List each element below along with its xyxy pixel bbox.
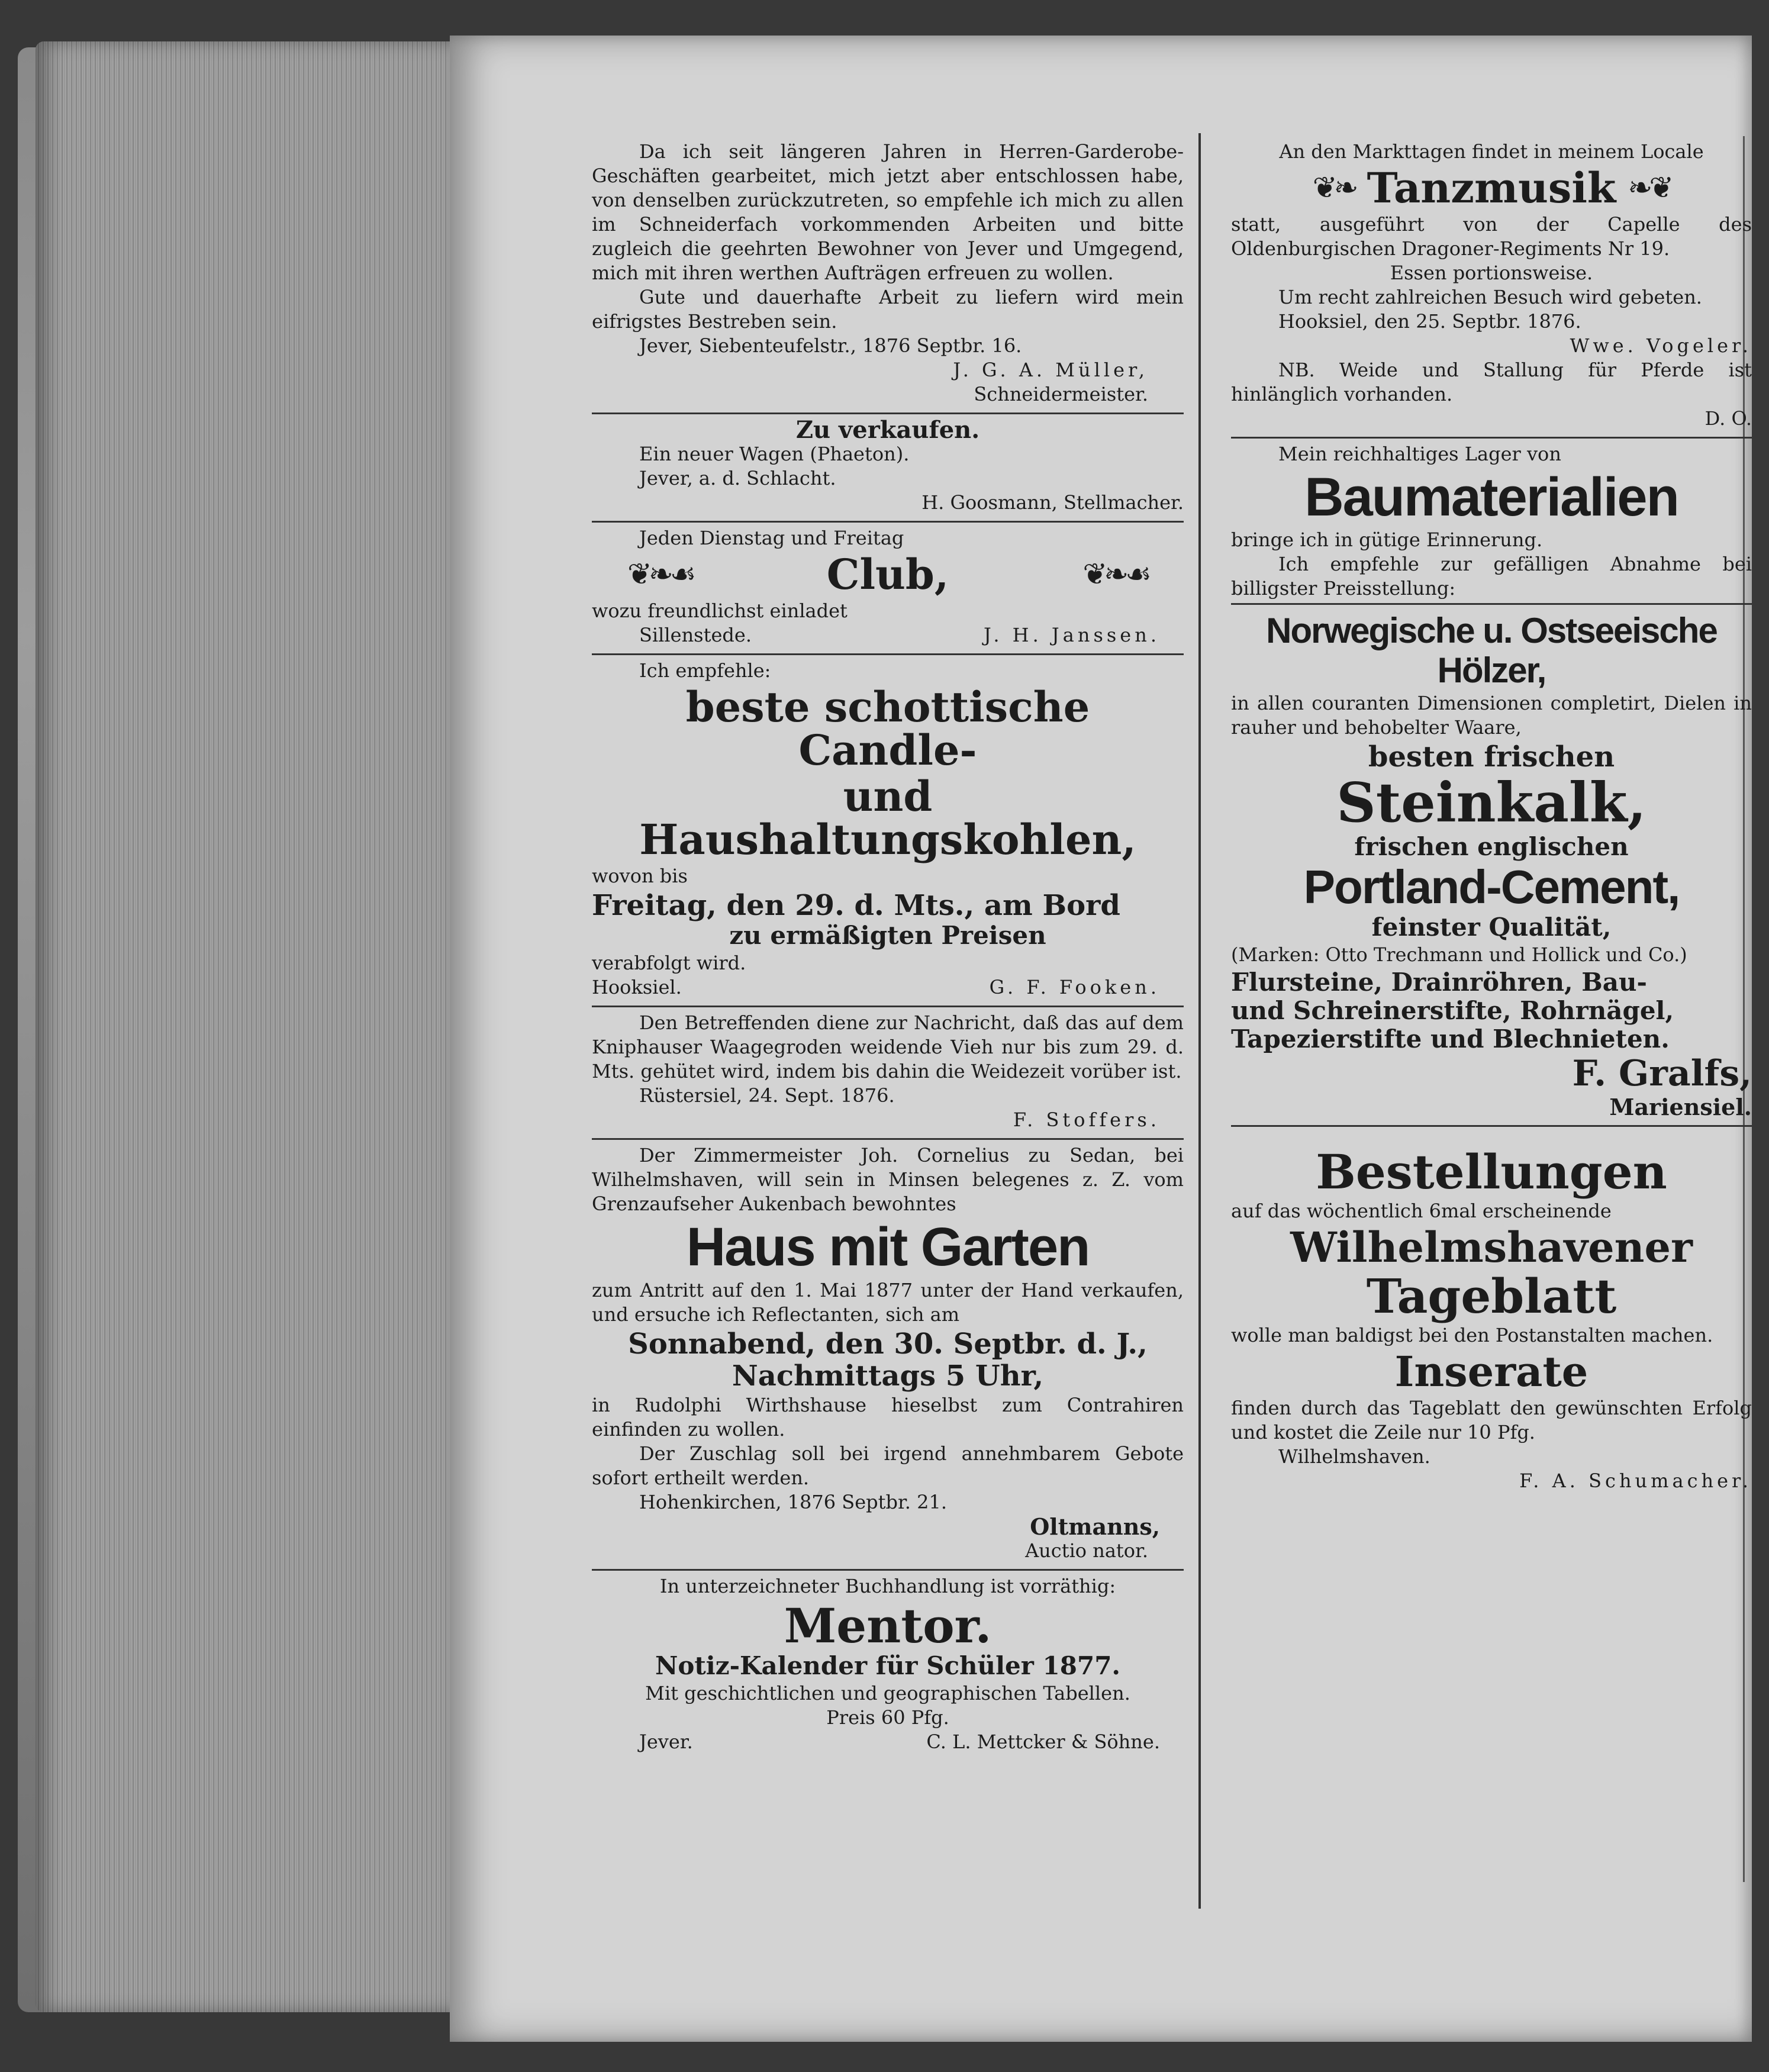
club-heading: Club,	[826, 550, 949, 599]
bau-list2: und Schreinerstifte, Rohrnägel,	[1231, 996, 1674, 1026]
haus-date-line: Sonnabend, den 30. Septbr. d. J.,	[628, 1327, 1148, 1361]
kohlen-wovon: wovon bis	[592, 864, 688, 887]
bau-frischen: frischen englischen	[1354, 832, 1629, 862]
kohlen-date-line: Freitag, den 29. d. Mts., am Bord	[592, 888, 1120, 922]
weide-para: Den Betreffenden diene zur Nachricht, daß das auf dem Kniphauser Waagegroden weidende Vieh nur bis zum 29. d. Mts. gehütet wird, indem bis dahin die Weidezeit vorüber ist.	[592, 1011, 1184, 1082]
tageblatt-sub: auf das wöchentlich 6mal erscheinende	[1231, 1199, 1612, 1222]
bau-heading: Baumaterialien	[1304, 466, 1678, 527]
haus-name: Oltmanns,	[1030, 1513, 1160, 1541]
ad-haus	[592, 1140, 1184, 1571]
ad-mueller	[592, 136, 1184, 414]
tageblatt-post: wolle man baldigst bei den Postanstalten machen.	[1231, 1324, 1713, 1347]
haus-title: Auctio nator.	[1025, 1539, 1148, 1562]
weide-signature: F. Stoffers.	[1013, 1108, 1160, 1131]
mueller-title: Schneidermeister.	[974, 383, 1148, 405]
bau-besten: besten frischen	[1368, 740, 1615, 774]
ad-baumaterialien	[1231, 439, 1752, 1127]
left-column	[592, 136, 1184, 1760]
haus-intro: Der Zimmermeister Joh. Cornelius zu Sedan, bei Wilhelmshaven, will sein in Minsen belegenes z. Z. vom Grenzaufseher Aukenbach bewohntes	[592, 1143, 1184, 1215]
ad-mentor	[592, 1571, 1184, 1760]
mentor-heading: Mentor.	[784, 1598, 992, 1654]
haus-heading: Haus mit Garten	[686, 1216, 1090, 1277]
mentor-price: Preis 60 Pfg.	[826, 1706, 949, 1729]
mentor-signature: C. L. Mettcker & Söhne.	[926, 1731, 1160, 1754]
club-signature: J. H. Janssen.	[983, 623, 1160, 646]
verkaufen-heading: Zu verkaufen.	[795, 416, 980, 444]
mentor-intro: In unterzeichneter Buchhandlung ist vorräthig:	[659, 1575, 1116, 1598]
ad-tageblatt	[1231, 1127, 1752, 1499]
bau-marken: (Marken: Otto Trechmann und Hollick und Co.)	[1231, 943, 1687, 966]
verkaufen-item: Ein neuer Wagen (Phaeton).	[639, 443, 910, 465]
tanz-intro: An den Markttagen findet in meinem Locale	[1279, 140, 1704, 163]
kohlen-footer	[592, 975, 1184, 1000]
club-heading-row	[592, 550, 1184, 599]
tageblatt-inserate-text: finden durch das Tageblatt den gewünschten Erfolg und kostet die Zeile nur 10 Pfg.	[1231, 1396, 1752, 1443]
haus-place-date: Hohenkirchen, 1876 Septbr. 21.	[639, 1491, 947, 1514]
bau-intro: Mein reichhaltiges Lager von	[1278, 442, 1561, 465]
mueller-para1: Da ich seit längeren Jahren in Herren-Garderobe-Geschäften gearbeitet, mich jetzt aber entschlossen habe, von denselben zurückzutreten, so empfehle ich mich zu allen im Schneiderfach vorkommenden Arbeiten und bitte zugleich die geehrten Bewohner von Jever und Umgegend, mich mit ihren werthen Aufträgen erfreuen zu wollen.	[592, 140, 1184, 284]
verkaufen-place: Jever, a. d. Schlacht.	[639, 467, 836, 489]
bau-norw: Norwegische u. Ostseeische	[1231, 603, 1752, 649]
club-place: Sillenstede.	[639, 623, 752, 646]
bau-list1: Flursteine, Drainröhren, Bau-	[1231, 968, 1647, 997]
column-divider	[1198, 133, 1201, 1909]
bau-list3: Tapezierstifte und Blechnieten.	[1231, 1024, 1670, 1054]
tageblatt-heading: Bestellungen	[1316, 1143, 1667, 1200]
mentor-subtitle: Notiz-Kalender für Schüler 1877.	[655, 1651, 1121, 1681]
bau-portland: Portland-Cement,	[1303, 861, 1680, 914]
mueller-para2: Gute und dauerhafte Arbeit zu liefern wird mein eifrigstes Bestreben sein.	[592, 286, 1184, 333]
haus-place-text: in Rudolphi Wirthshause hieselbst zum Contrahiren einfinden zu wollen.	[592, 1394, 1184, 1441]
kohlen-intro: Ich empfehle:	[639, 659, 771, 682]
ad-weide	[592, 1007, 1184, 1140]
bau-dims: in allen couranten Dimensionen completirt, Dielen in rauher und behobelter Waare,	[1231, 692, 1752, 739]
bau-name: F. Gralfs,	[1572, 1052, 1752, 1094]
ad-tanzmusik	[1231, 136, 1752, 439]
bau-place: Mariensiel.	[1609, 1093, 1752, 1120]
bau-steinkalk: Steinkalk,	[1336, 771, 1646, 835]
tageblatt-signature: F. A. Schumacher.	[1519, 1469, 1752, 1492]
bau-feinster: feinster Qualität,	[1371, 913, 1612, 942]
kohlen-signature: G. F. Fooken.	[989, 975, 1160, 998]
ornament-left-icon: ❦❧☙	[627, 557, 693, 592]
kohlen-place: Hooksiel.	[592, 975, 682, 998]
tanz-heading-row	[1231, 164, 1752, 212]
tageblatt-inserate: Inserate	[1394, 1347, 1588, 1397]
haus-body: zum Antritt auf den 1. Mai 1877 unter der Hand verkaufen, und ersuche ich Reflectanten, sich am	[592, 1278, 1184, 1326]
mueller-place-date: Jever, Siebenteufelstr., 1876 Septbr. 16.	[639, 334, 1022, 357]
tanz-nb-sig: D. O.	[1704, 407, 1752, 430]
tanz-food: Essen portionsweise.	[1390, 261, 1593, 284]
verkaufen-signature: H. Goosmann, Stellmacher.	[921, 491, 1184, 514]
right-column	[1231, 136, 1752, 1499]
tanz-nb: NB. Weide und Stallung für Pferde ist hinlänglich vorhanden.	[1231, 358, 1752, 405]
tanz-detail: statt, ausgeführt von der Capelle des Oldenburgischen Dragoner-Regiments Nr 19.	[1231, 212, 1752, 260]
mentor-place: Jever.	[639, 1731, 693, 1754]
weide-place-date: Rüstersiel, 24. Sept. 1876.	[639, 1084, 895, 1107]
bau-bringe: bringe ich in gütige Erinnerung.	[1231, 529, 1543, 552]
ornament-left-icon: ❦❧	[1312, 170, 1355, 205]
ad-club	[592, 523, 1184, 655]
ornament-right-icon: ❧❦	[1628, 170, 1671, 205]
page-stack-edges	[36, 41, 450, 2012]
club-invite: wozu freundlichst einladet	[592, 599, 848, 622]
tanz-heading: Tanzmusik	[1367, 163, 1616, 212]
tageblatt-place: Wilhelmshaven.	[1278, 1445, 1430, 1468]
haus-zuschlag: Der Zuschlag soll bei irgend annehmbarem Gebote sofort ertheilt werden.	[592, 1442, 1184, 1490]
tanz-signature: Wwe. Vogeler.	[1570, 334, 1752, 357]
newspaper-page	[450, 36, 1752, 2042]
tanz-place-date: Hooksiel, den 25. Septbr. 1876.	[1278, 310, 1581, 333]
tageblatt-title1: Wilhelmshavener	[1290, 1222, 1693, 1272]
ad-verkaufen	[592, 414, 1184, 523]
kohlen-verab: verabfolgt wird.	[592, 951, 746, 974]
tageblatt-title2: Tageblatt	[1366, 1268, 1617, 1325]
mueller-name: J. G. A. Müller,	[953, 359, 1148, 381]
kohlen-line2: und Haushaltungskohlen,	[639, 771, 1136, 864]
kohlen-price-line: zu ermäßigten Preisen	[729, 920, 1046, 950]
ornament-right-icon: ❦❧☙	[1082, 557, 1148, 592]
club-days: Jeden Dienstag und Freitag	[639, 527, 904, 549]
club-footer	[592, 623, 1184, 647]
bau-hoelzer: Hölzer,	[1437, 650, 1546, 691]
kohlen-line1: beste schottische Candle-	[685, 682, 1090, 775]
haus-time-line: Nachmittags 5 Uhr,	[732, 1359, 1044, 1393]
mentor-detail: Mit geschichtlichen und geographischen Tabellen.	[645, 1682, 1130, 1705]
tanz-request: Um recht zahlreichen Besuch wird gebeten.	[1278, 285, 1702, 308]
mentor-footer	[592, 1730, 1184, 1754]
bau-empfehle: Ich empfehle zur gefälligen Abnahme bei billigster Preisstellung:	[1231, 553, 1752, 600]
ad-kohlen	[592, 655, 1184, 1007]
